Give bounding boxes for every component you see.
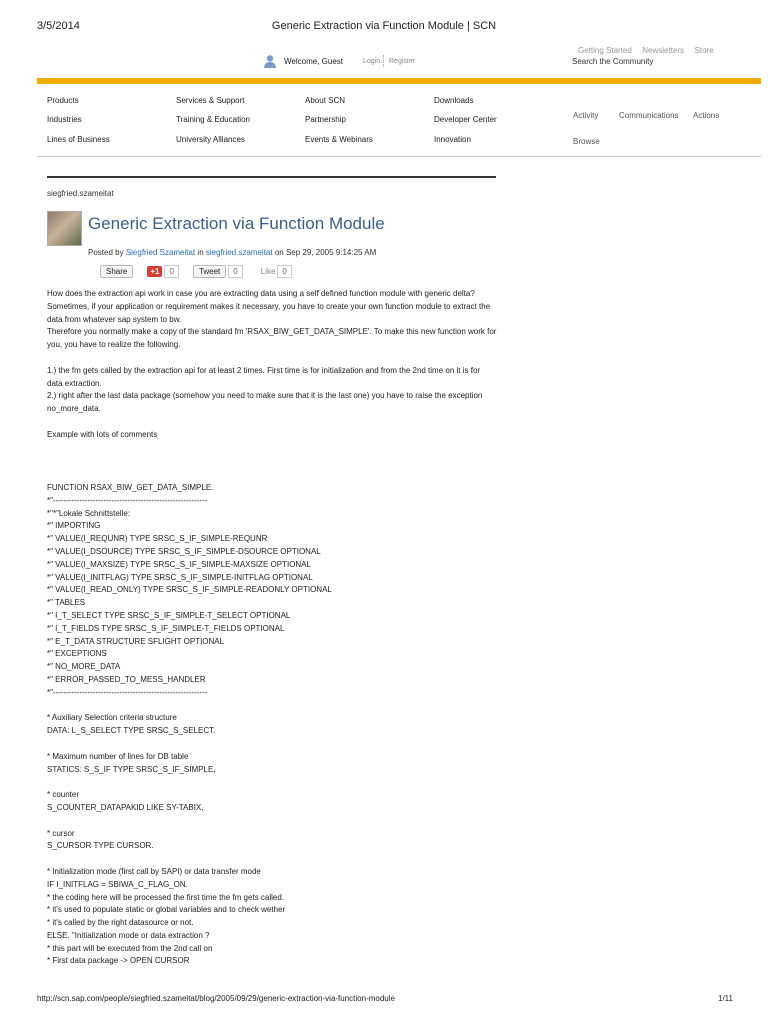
code-line: *" VALUE(I_READ_ONLY) TYPE SRSC_S_IF_SIMPLE-READONLY OPTIONAL <box>47 585 332 595</box>
code-line: *" VALUE(I_MAXSIZE) TYPE SRSC_S_IF_SIMPLE-MAXSIZE OPTIONAL <box>47 559 311 569</box>
code-line: FUNCTION RSAX_BIW_GET_DATA_SIMPLE. <box>47 483 214 492</box>
code-line <box>47 700 497 713</box>
code-line: * cursor <box>47 828 75 838</box>
nav-industries[interactable]: Industries <box>47 115 82 124</box>
code-line <box>47 776 497 789</box>
page-number: 1/11 <box>718 994 733 1003</box>
code-line: * the coding here will be processed the first time the fm gets called. <box>47 892 285 902</box>
content-rule <box>47 176 496 178</box>
nav-downloads[interactable]: Downloads <box>434 96 474 105</box>
code-line: * it's called by the right datasource or not. <box>47 918 194 928</box>
nav-actions[interactable]: Actions <box>693 111 720 120</box>
nav-university-alliances[interactable]: University Alliances <box>176 135 245 144</box>
code-line: S_CURSOR TYPE CURSOR. <box>47 841 154 851</box>
code-line: DATA: L_S_SELECT TYPE SRSC_S_SELECT. <box>47 726 216 736</box>
nav-events-webinars[interactable]: Events & Webinars <box>305 135 373 144</box>
main-nav <box>37 84 761 157</box>
code-line: * this part will be executed from the 2nd call on <box>47 943 213 953</box>
code-line: *" NO_MORE_DATA <box>47 662 121 672</box>
tweet-count: 0 <box>228 265 242 278</box>
paragraph: Sometimes, if your application or requirement makes it necessary, you have to create your own function module to extract the data from whatever sap system to bw. <box>47 301 491 324</box>
code-line: * Maximum number of lines for DB table <box>47 751 189 761</box>
in-label: in <box>197 248 204 257</box>
code-line: *" I_T_SELECT TYPE SRSC_S_IF_SIMPLE-T_SELECT OPTIONAL <box>47 610 291 620</box>
print-date: 3/5/2014 <box>37 20 80 32</box>
code-line: *"---------------------------------------------------------- <box>47 495 208 505</box>
code-line: STATICS: S_S_IF TYPE SRSC_S_IF_SIMPLE, <box>47 764 216 774</box>
code-line: * counter <box>47 790 80 800</box>
code-line: S_COUNTER_DATAPAKID LIKE SY-TABIX, <box>47 802 204 812</box>
code-line: *" I_T_FIELDS TYPE SRSC_S_IF_SIMPLE-T_FIELDS OPTIONAL <box>47 623 285 633</box>
paragraph: Therefore you normally make a copy of the standard fm 'RSAX_BIW_GET_DATA_SIMPLE'. To make this new function work for you, you have to realize the following. <box>47 327 497 350</box>
gplus-button[interactable]: +1 <box>147 266 162 277</box>
article-intro <box>47 288 497 442</box>
divider <box>383 55 385 67</box>
code-line: * it's used to populate static or global variables and to check wether <box>47 905 286 915</box>
gplus-count: 0 <box>164 265 178 278</box>
paragraph: 2.) right after the last data package (somehow you need to make sure that it is the last one) you have to raise the exception no_more_data. <box>47 391 483 414</box>
nav-communications[interactable]: Communications <box>619 111 679 120</box>
newsletters-link[interactable]: Newsletters <box>642 46 685 55</box>
nav-developer-center[interactable]: Developer Center <box>434 115 497 124</box>
code-line <box>47 853 497 866</box>
nav-innovation[interactable]: Innovation <box>434 135 471 144</box>
code-line: * Initialization mode (first call by SAPI) or data transfer mode <box>47 866 261 876</box>
code-line <box>47 738 497 751</box>
code-line: ELSE. "Initialization mode or data extraction ? <box>47 930 210 940</box>
search-community[interactable]: Search the Community <box>572 57 654 66</box>
welcome-text: Welcome, Guest <box>284 57 343 66</box>
store-link[interactable]: Store <box>694 46 714 55</box>
paragraph: 1.) the fm gets called by the extraction api for at least 2 times. First time is for initialization and from the 2nd time on it is for data extraction. <box>47 365 481 388</box>
code-line: *" IMPORTING <box>47 521 101 531</box>
post-meta <box>88 248 376 257</box>
code-line: *" EXCEPTIONS <box>47 649 107 659</box>
code-line: *" TABLES <box>47 598 86 608</box>
nav-activity[interactable]: Activity <box>573 111 599 120</box>
code-line <box>47 815 497 828</box>
user-icon <box>263 54 277 68</box>
nav-partnership[interactable]: Partnership <box>305 115 346 124</box>
nav-services-support[interactable]: Services & Support <box>176 96 245 105</box>
code-line: *"*"Lokale Schnittstelle: <box>47 508 131 518</box>
nav-lines-of-business[interactable]: Lines of Business <box>47 135 110 144</box>
paragraph: Example with lots of comments <box>47 429 158 439</box>
code-line: *" E_T_DATA STRUCTURE SFLIGHT OPTIONAL <box>47 636 225 646</box>
paragraph: How does the extraction api work in case you are extracting data using a self defined function module with generic delta? <box>47 289 475 298</box>
nav-products[interactable]: Products <box>47 96 79 105</box>
author-link[interactable]: Siegfried Szameitat <box>125 248 196 257</box>
like-count: 0 <box>277 265 291 278</box>
code-line: * Auxiliary Selection criteria structure <box>47 713 177 723</box>
avatar[interactable] <box>47 211 82 246</box>
share-button[interactable]: Share <box>100 265 133 278</box>
code-line: *" VALUE(I_INITFLAG) TYPE SRSC_S_IF_SIMPLE-INITFLAG OPTIONAL <box>47 572 313 582</box>
login-link[interactable]: Login <box>363 58 381 65</box>
nav-browse[interactable]: Browse <box>573 137 600 146</box>
blog-link[interactable]: siegfried.szameitat <box>205 248 273 257</box>
code-line: *" VALUE(I_REQUNR) TYPE SRSC_S_IF_SIMPLE-REQUNR <box>47 534 268 544</box>
author-handle[interactable]: siegfried.szameitat <box>47 189 114 198</box>
tweet-button[interactable]: Tweet <box>193 265 226 278</box>
posted-by-label: Posted by <box>88 248 124 257</box>
code-listing <box>47 482 497 968</box>
nav-about-scn[interactable]: About SCN <box>305 96 346 105</box>
page-url: http://scn.sap.com/people/siegfried.szameitat/blog/2005/09/29/generic-extraction-via-function-module <box>37 994 395 1003</box>
page-title: Generic Extraction via Function Module <box>88 214 385 233</box>
utility-links <box>572 40 714 58</box>
getting-started-link[interactable]: Getting Started <box>578 46 632 55</box>
social-bar <box>100 264 292 278</box>
code-line: * First data package -> OPEN CURSOR <box>47 956 190 966</box>
code-line: *" ERROR_PASSED_TO_MESS_HANDLER <box>47 674 206 684</box>
post-date: on Sep 29, 2005 9:14:25 AM <box>274 248 377 257</box>
code-line: IF I_INITFLAG = SBIWA_C_FLAG_ON. <box>47 879 188 889</box>
register-link[interactable]: Register <box>389 58 416 65</box>
print-title: Generic Extraction via Function Module | SCN <box>271 20 497 32</box>
nav-training-education[interactable]: Training & Education <box>176 115 250 124</box>
code-line: *" VALUE(I_DSOURCE) TYPE SRSC_S_IF_SIMPLE-DSOURCE OPTIONAL <box>47 546 321 556</box>
like-button[interactable]: Like <box>260 266 276 276</box>
code-line: *"---------------------------------------------------------- <box>47 687 208 697</box>
